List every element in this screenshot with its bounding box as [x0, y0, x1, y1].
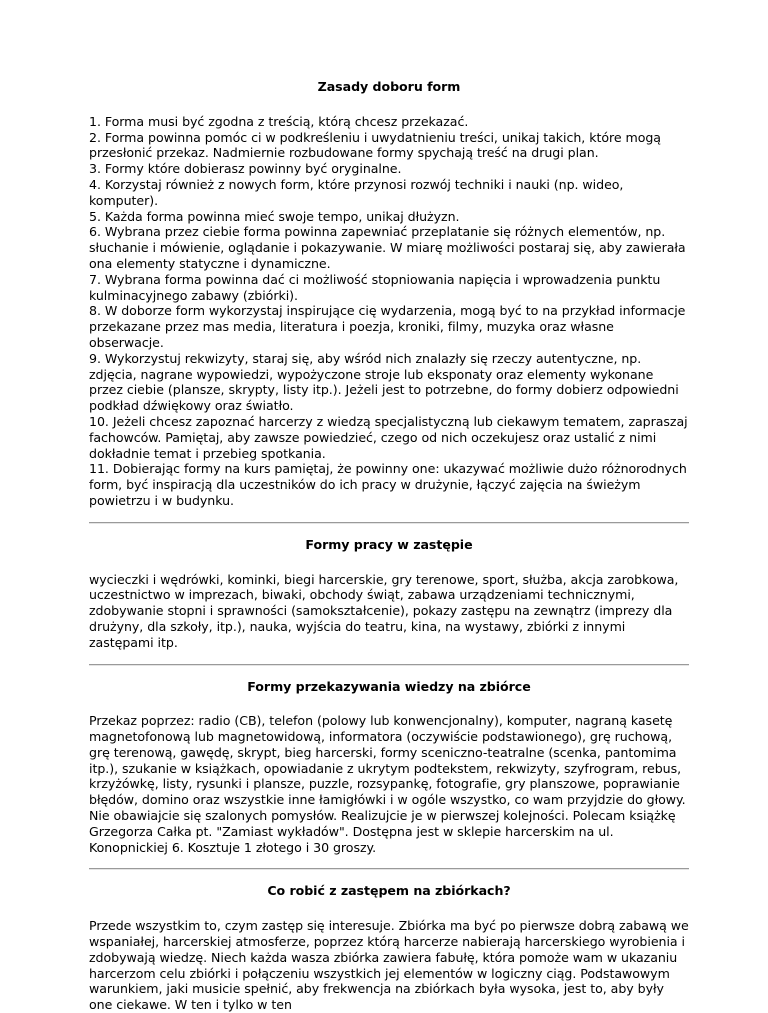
list-item: 7. Wybrana forma powinna dać ci możliwość stopniowania napięcia i wprowadzenia punktu kulminacyjnego zabawy (zbiórki). — [89, 271, 661, 303]
list-item: 1. Forma musi być zgodna z treścią, którą chcesz przekazać. — [89, 113, 469, 129]
section-divider — [89, 664, 689, 666]
document-page — [89, 79, 689, 1013]
list-item: 11. Dobierając formy na kurs pamiętaj, że powinny one: ukazywać możliwie dużo różnorodnych form, być inspiracją dla uczestników do ich pracy w drużynie, łączyć zajęcia na świeżym powietrzu i w budynku. — [89, 461, 687, 508]
list-item: 8. W doborze form wykorzystaj inspirujące cię wydarzenia, mogą być to na przykład informacje przekazane przez mas media, literatura i poezja, kroniki, filmy, muzyka oraz własne obserwacje. — [89, 303, 686, 350]
list-item: 3. Formy które dobierasz powinny być oryginalne. — [89, 161, 402, 177]
list-item: 6. Wybrana przez ciebie forma powinna zapewniać przeplatanie się różnych elementów, np. słuchanie i mówienie, oglądanie i pokazywanie. W miarę możliwości postaraj się, aby zawierała ona elementy statyczne i dynamiczne. — [89, 224, 686, 271]
list-item: 2. Forma powinna pomóc ci w podkreśleniu i uwydatnieniu treści, unikaj takich, które mogą przesłonić przekaz. Nadmiernie rozbudowane formy spychają treść na drugi plan. — [89, 129, 661, 161]
section-divider — [89, 868, 689, 870]
section-divider — [89, 522, 689, 524]
section-title-formy-pracy: Formy pracy w zastępie — [305, 536, 473, 552]
list-item: 5. Każda forma powinna mieć swoje tempo, unikaj dłużyzn. — [89, 208, 460, 224]
formy-przekazywania-text: Przekaz poprzez: radio (CB), telefon (polowy lub konwencjonalny), komputer, nagraną kasetę magnetofonową lub magnetowidową, informatora (oczywiście podstawionego), grę ruchową, grę terenową, gawędę, skrypt, bieg harcerski, formy sceniczno-teatralne (scenka, pantomima itp.), szukanie w książkach, opowiadanie z ukrytym podtekstem, rekwizyty, szyfrogram, rebus, krzyżówkę, listy, rysunki i plansze, puzzle, rozsypankę, fotografie, gry planszowe, poprawianie błędów, domino oraz wszystkie inne łamigłówki i w ogóle wszystko, co wam przyjdzie do głowy. Nie obawiajcie się szalonych pomysłów. Realizujcie je w pierwszej kolejności. Polecam książkę Grzegorza Całka pt. "Zamiast wykładów". Dostępna jest w sklepie harcerskim na ul. Konopnickiej 6. Kosztuje 1 złotego i 30 groszy. — [89, 713, 686, 855]
list-item: 9. Wykorzystuj rekwizyty, staraj się, aby wśród nich znalazły się rzeczy autentyczne, np. zdjęcia, nagrane wypowiedzi, wypożyczone stroje lub eksponaty oraz elementy wykonane przez ciebie (plansze, skrypty, listy itp.). Jeżeli jest to potrzebne, do formy dobierz odpowiedni podkład dźwiękowy oraz światło. — [89, 350, 679, 414]
rules-list — [89, 114, 689, 509]
section-title-zasady: Zasady doboru form — [317, 79, 461, 94]
section-title-co-robic: Co robić z zastępem na zbiórkach? — [267, 883, 511, 899]
formy-pracy-text: wycieczki i wędrówki, kominki, biegi harcerskie, gry terenowe, sport, służba, akcja zarobkowa, uczestnictwo w imprezach, biwaki, obchody świąt, zabawa urządzeniami technicznymi, zdobywanie stopni i sprawności (samokształcenie), pokazy zastępu na zewnątrz (imprezy dla drużyny, dla szkoły, itp.), nauka, wyjścia do teatru, kina, na wystawy, zbiórki z innymi zastępami itp. — [89, 571, 679, 650]
list-item: 4. Korzystaj również z nowych form, które przynosi rozwój techniki i nauki (np. wideo, komputer). — [89, 176, 624, 208]
co-robic-text: Przede wszystkim to, czym zastęp się interesuje. Zbiórka ma być po pierwsze dobrą zabawą we wspaniałej, harcerskiej atmosferze, poprzez którą harcerze nabierają harcerskiego wyrobienia i zdobywają wiedzę. Niech każda wasza zbiórka zawiera fabułę, która pomoże wam w ukazaniu harcerzom celu zbiórki i połączeniu wszystkich jej elementów w logiczny ciąg. Podstawowym warunkiem, jaki musicie spełnić, aby frekwencja na zbiórkach była wysoka, jest to, aby były one ciekawe. W ten i tylko w ten — [89, 918, 689, 1013]
list-item: 10. Jeżeli chcesz zapoznać harcerzy z wiedzą specjalistyczną lub ciekawym tematem, zapraszaj fachowców. Pamiętaj, aby zawsze powiedzieć, czego od nich oczekujesz oraz ustalić z nimi dokładnie temat i przebieg spotkania. — [89, 413, 688, 461]
section-title-formy-przekazywania: Formy przekazywania wiedzy na zbiórce — [247, 678, 531, 694]
